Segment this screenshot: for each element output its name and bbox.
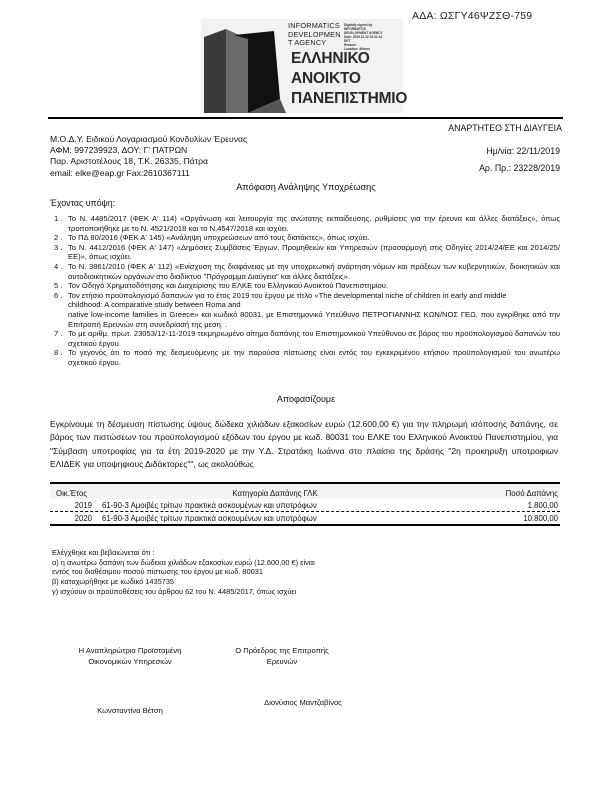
list-item: 1 . Το Ν. 4485/2017 (ΦΕΚ Α' 114) «Οργάνωση και λειτουργία της ανώτατης εκπαίδευσης, ρυθμίσεις για την έρευνα και άλλες διατάξεις», όπως τροποποιήθηκε με το Ν. 4521/2018 και το Ν.4547/2018 και ισχύει.: [54, 214, 560, 233]
header-fiscal-year: Οικ.Έτος: [56, 489, 88, 498]
table-row: 2019 61-90-3 Αμοιβές τρίτων πρακτικά ασκουμένων και υποτρόφων 1.800,00: [74, 500, 558, 510]
approval-paragraph: Εγκρίνουμε τη δέσμευση πίστωσης ύψους δώδεκα χιλιάδων εξακοσίων ευρώ (12.600,00 €) για την πληρωμή ισόποσης δαπάνης, σε βάρος των πιστώσεων του προϋπολογισμού εξόδων του έργου με κωδ. 80031 του ΕΛΚΕ του Ελληνικού Ανοικτού Πανεπιστημίου, για "Σύμβαση υποτροφίας για τα έτη 2019-2020 με την Υ.Δ. Στρατάκη Ιωάννα στο πλαίσιο της δράσης "2η προκηρυξη υποτροφιων ΕΛΙΔΕΚ για υποψηφιους Διδάκτορες"", ως ακολούθως: [50, 419, 558, 470]
signatory-name-finance: Κωνσταντίνα Βέτση: [97, 706, 163, 715]
verification-block: Ελέγχθηκε και βεβαιώνεται ότι : α) η ανωτέρω δαπάνη των δώδεκα χιλιάδων εξακοσίων ευρώ (12.600,00 €) είναι εντός του διαθέσιμου ποσού πίστωσης του έργου με κωδ. 80031 β) καταχωρήθηκε με κωδικό 1435735 γ) ισχύουν οι προϋποθέσεις του άρθρου 62 του Ν. 4485/2017, όπως ισχύει: [52, 548, 315, 596]
header-divider: [48, 117, 563, 119]
sender-tax-id: ΑΦΜ: 997239923, ΔΟΥ: Γ' ΠΑΤΡΩΝ: [50, 145, 188, 156]
diavgeia-notice: ΑΝΑΡΤΗΤΕΟ ΣΤΗ ΔΙΑΥΓΕΙΑ: [448, 123, 562, 133]
list-item: 8 . Το γεγονός ότι το ποσό της δεσμευόμενης με την παρούσα πίστωσης είναι εντός του εγκεκριμένου ετήσιου προϋπολογισμού του ανωτέρω σχετικού έργου.: [54, 348, 560, 367]
header-category: Κατηγορία Δαπάνης ΓΛΚ: [232, 489, 318, 498]
decision-heading: Αποφασίζουμε: [276, 394, 336, 404]
protocol-number: Αρ. Πρ.: 23228/2019: [479, 163, 560, 173]
table-row: 2020 61-90-3 Αμοιβές τρίτων πρακτικά ασκουμένων και υποτρόφων 10.800,00: [50, 511, 560, 524]
list-item: 5 . Τον Οδηγό Χρηματοδότησης και Διαχείρισης του ΕΛΚΕ του Ελληνικού Ανοικτού Πανεπιστημίου.: [54, 281, 389, 291]
sender-org: Μ.Ο.Δ.Υ. Ειδικού Λογαριασμού Κονδυλίων Έρευνας: [50, 134, 248, 144]
list-item: 6 . Τον ετήσιο προϋπολογισμό δαπανών για το έτος 2019 του έργου με τίτλο «The developmental niche of children in early and middle childhood: A comparative study between Roma and native low-income families in Greece» και κωδικό 80031, με Επιστημονικό Υπεύθυνο ΠΕΤΡΟΓΙΑΝΝΗΣ ΚΩΝ/ΝΟΣ ΓΕΩ. που εγκρίθηκε από την Επιτροπή Ερευνών στη συνεδρίασή της μεση. .: [54, 290, 560, 329]
university-logo: [201, 19, 408, 113]
ada-code: ΑΔΑ: ΩΣΓΥ46ΨΖΣΘ-759: [412, 10, 533, 22]
header-amount: Ποσό Δαπάνης: [505, 489, 558, 498]
list-item: 2 . Το ΠΔ 80/2016 (ΦΕΚ Α' 145) «Ανάληψη υποχρεώσεων από τους διατάκτες», όπως ισχύει.: [54, 233, 370, 243]
expense-table: [50, 482, 560, 526]
sender-block: [50, 134, 247, 179]
sender-address: Παρ. Αριστοτέλους 18, Τ.Κ. 26335, Πάτρα: [50, 156, 209, 167]
list-item: 7 . Το με αριθμ. πρωτ. 23053/12-11-2019 τεκμηριωμένο αίτημα δαπάνης του Επιστημονικού Υπεύθυνου σε βάρος του προϋπολογισμού δαπανών του σχετικού έργου.: [54, 329, 560, 348]
document-title: Απόφαση Ανάληψης Υποχρέωσης: [236, 182, 376, 192]
signatory-name-committee: Διονύσιος Μαντζαβίνος: [264, 698, 342, 707]
list-item: 4 . Το Ν. 3861/2010 (ΦΕΚ Α' 112) «Ενίσχυση της διαφάνειας με την υποχρεωτική ανάρτηση νόμων και πράξεων των κυβερνητικών, διοικητικών και αυτοδιοικητικών οργάνων στο διαδίκτυο "Πρόγραμμα Διαύγεια" και άλλες διατάξεις».: [54, 261, 560, 281]
digital-signature-stamp: Digitally signed by INFORMATICS DEVELOPMENT AGENCY Date: 2019.11.22 19:21:14 EET Reason: Location: Athens: [344, 23, 383, 51]
considering-label: Έχοντας υπόψη:: [50, 198, 116, 208]
considerations-list: [54, 214, 560, 368]
signature-role-committee: Ο Πρόεδρος της Επιτροπής Ερευνών: [235, 646, 329, 666]
university-name: ΕΛΛΗΝΙΚΟ ΑΝΟΙΚΤΟ ΠΑΝΕΠΙΣΤΗΜΙΟ: [291, 50, 408, 107]
book-logo-icon: [204, 29, 286, 113]
agency-name: INFORMATICS DEVELOPMEN T AGENCY: [288, 21, 341, 48]
table-bottom-border: [50, 524, 560, 526]
verification-title: Ελέγχθηκε και βεβαιώνεται ότι :: [52, 548, 155, 557]
document-date: Ημ/νία: 22/11/2019: [486, 146, 560, 156]
list-item: 3 . Το Ν. 4412/2016 (ΦΕΚ Α' 147) «Δημόσιες Συμβάσεις Έργων, Προμηθειών και Υπηρεσιών (προσαρμογή στις Οδηγίες 2014/24/ΕΕ και 2014/25/ΕΕ)», όπως ισχύει.: [54, 242, 560, 262]
signature-role-finance: Η Αναπληρώτρια Προϊσταμένη Οικονομικών Υπηρεσιών: [78, 646, 182, 666]
table-header: [50, 484, 560, 499]
sender-contact: email: elke@eap.gr Fax:2610367111: [50, 167, 190, 178]
